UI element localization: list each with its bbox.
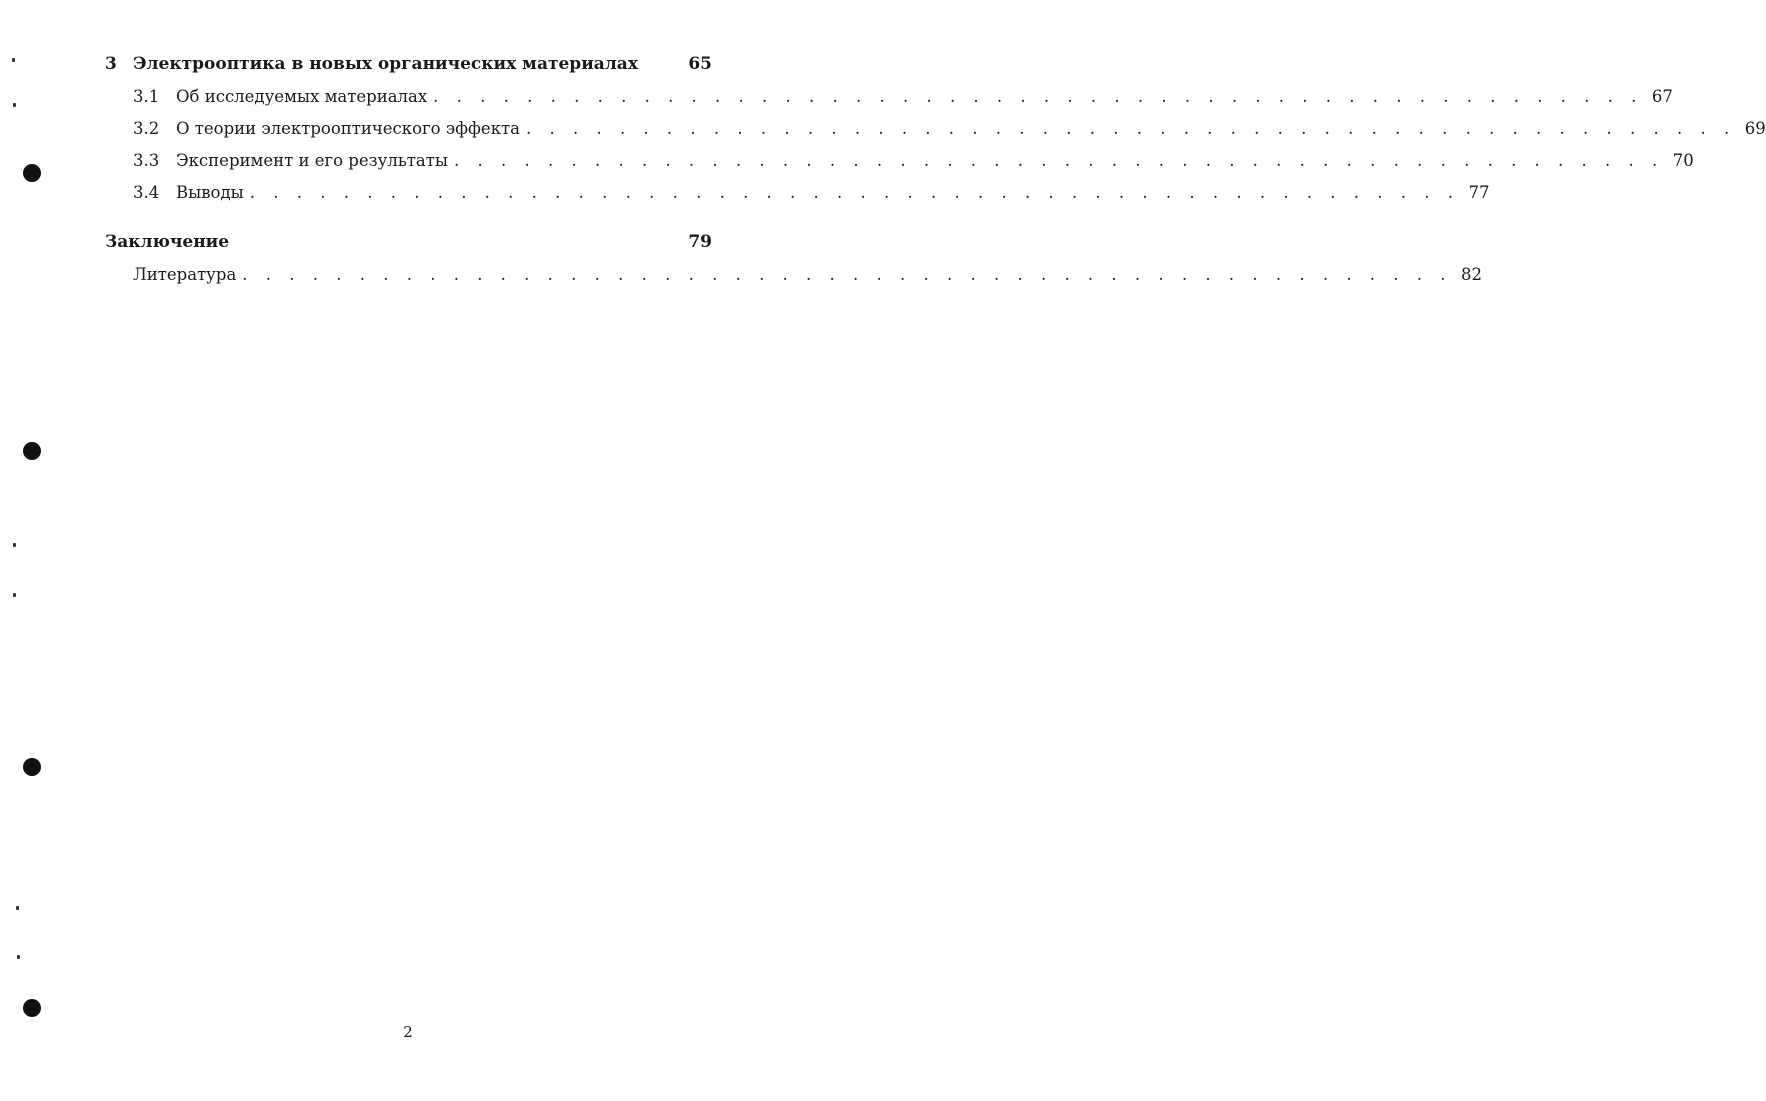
- chapter-number: 3: [105, 54, 117, 74]
- toc-literature[interactable]: [105, 265, 1483, 297]
- punch-hole-1: [23, 164, 41, 182]
- scan-speck: [16, 906, 19, 910]
- punch-hole-4: [23, 999, 41, 1017]
- scan-speck: [17, 955, 20, 959]
- section-page: 77: [1468, 183, 1490, 202]
- dot-leader: . . . . . . . . . . . . . . . . . . . . . . . . . . . . . . . . . . . . . . . . . . . . . . . . . . . .: [433, 87, 1643, 106]
- dot-leader: . . . . . . . . . . . . . . . . . . . . . . . . . . . . . . . . . . . . . . . . . . . . . . . . . . . .: [454, 151, 1664, 170]
- section-number: 3.3: [133, 151, 160, 170]
- section-title: Эксперимент и его результаты: [176, 151, 449, 170]
- toc-section-3-4[interactable]: [105, 183, 1490, 215]
- table-of-contents: [105, 54, 1766, 297]
- chapter-page: 65: [688, 54, 712, 74]
- section-page: 67: [1651, 87, 1673, 106]
- punch-hole-2: [23, 442, 41, 460]
- chapter-title: Электрооптика в новых органических материалах: [133, 54, 638, 74]
- scan-speck: [13, 543, 16, 547]
- toc-section-3-2[interactable]: [105, 119, 1766, 151]
- section-title: Выводы: [176, 183, 244, 202]
- conclusion-page: 79: [688, 232, 712, 252]
- toc-section-3-1[interactable]: [105, 87, 1673, 119]
- toc-conclusion[interactable]: [105, 232, 712, 265]
- toc-gap: [105, 215, 712, 232]
- section-page: 70: [1672, 151, 1694, 170]
- literature-title: Литература: [133, 265, 237, 284]
- section-number: 3.4: [133, 183, 160, 202]
- punch-hole-3: [23, 758, 41, 776]
- page-number: 2: [403, 1023, 413, 1041]
- section-number: 3.1: [133, 87, 160, 106]
- section-title: О теории электрооптического эффекта: [176, 119, 520, 138]
- dot-leader: . . . . . . . . . . . . . . . . . . . . . . . . . . . . . . . . . . . . . . . . . . . . . . . . . . . .: [242, 265, 1453, 284]
- dot-leader: . . . . . . . . . . . . . . . . . . . . . . . . . . . . . . . . . . . . . . . . . . . . . . . . . . . .: [525, 119, 1736, 138]
- dot-leader: . . . . . . . . . . . . . . . . . . . . . . . . . . . . . . . . . . . . . . . . . . . . . . . . . . . .: [249, 183, 1460, 202]
- toc-section-3-3[interactable]: [105, 151, 1694, 183]
- scan-speck: [12, 58, 15, 62]
- conclusion-title: Заключение: [105, 232, 230, 252]
- scan-speck: [13, 593, 16, 597]
- toc-chapter-3[interactable]: [105, 54, 712, 87]
- scan-speck: [13, 103, 16, 107]
- section-page: 69: [1744, 119, 1766, 138]
- literature-page: 82: [1461, 265, 1483, 284]
- section-title: Об исследуемых материалах: [176, 87, 428, 106]
- section-number: 3.2: [133, 119, 160, 138]
